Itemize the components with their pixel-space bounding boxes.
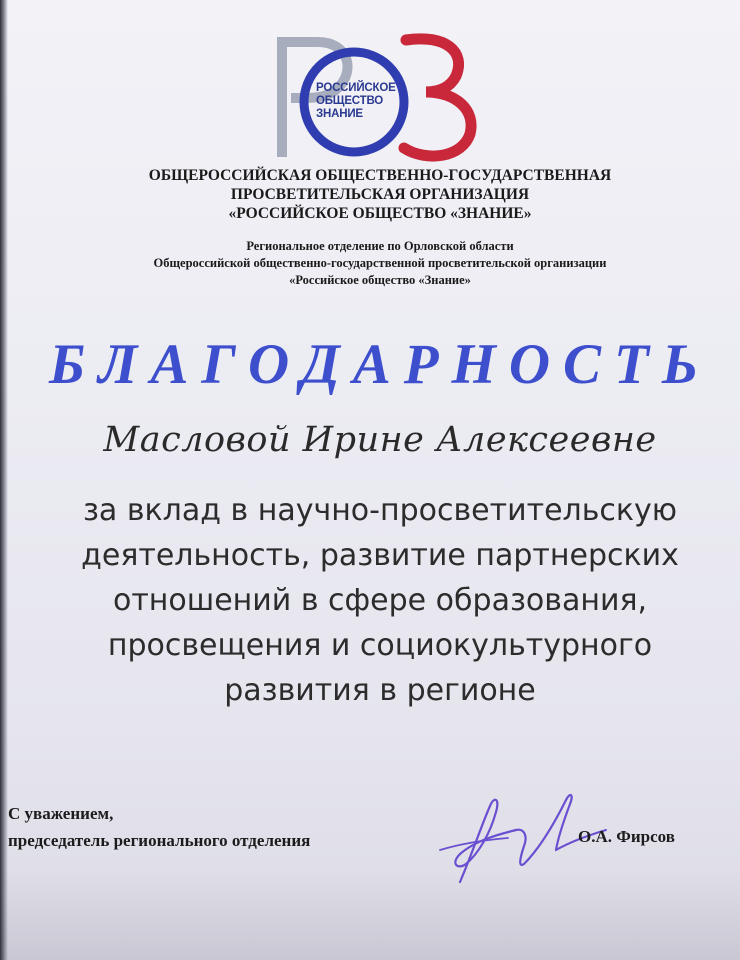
paper-shadow: [0, 870, 740, 960]
reason-line: отношений в сфере образования,: [112, 583, 648, 618]
reason-line: деятельность, развитие партнерских: [81, 538, 679, 573]
recipient-name: Масловой Ирине Алексеевне: [103, 420, 657, 460]
branch-line: «Российское общество «Знание»: [289, 273, 471, 287]
regional-branch: [60, 238, 700, 289]
logo-line: ЗНАНИЕ: [316, 108, 363, 120]
paper-edge: [0, 0, 8, 960]
reason-line: за вклад в научно-просветительскую: [82, 493, 678, 528]
logo-line: ОБЩЕСТВО: [316, 95, 384, 107]
org-name-line: ПРОСВЕТИТЕЛЬСКАЯ ОРГАНИЗАЦИЯ: [230, 186, 530, 203]
logo-line: РОССИЙСКОЕ: [316, 82, 396, 94]
regards-line: С уважением,: [8, 804, 114, 823]
logo-wordmark: [316, 82, 426, 121]
signer-position: председатель регионального отделения: [8, 831, 311, 850]
branch-line: Региональное отделение по Орловской области: [246, 239, 514, 253]
award-reason: [30, 488, 730, 713]
reason-line: развития в регионе: [224, 673, 536, 708]
signer-name: О.А. Фирсов: [578, 827, 675, 846]
regards-block: [8, 800, 310, 854]
org-name-line: «РОССИЙСКОЕ ОБЩЕСТВО «ЗНАНИЕ»: [228, 205, 532, 222]
rosznanie-logo: [266, 30, 486, 162]
organization-name: [60, 166, 700, 223]
reason-line: просвещения и социокультурного: [107, 628, 653, 663]
branch-line: Общероссийской общественно-государственной просветительской организации: [153, 256, 607, 270]
certificate-title: БЛАГОДАРНОСТЬ: [49, 333, 711, 396]
org-name-line: ОБЩЕРОССИЙСКАЯ ОБЩЕСТВЕННО-ГОСУДАРСТВЕННАЯ: [148, 167, 612, 184]
